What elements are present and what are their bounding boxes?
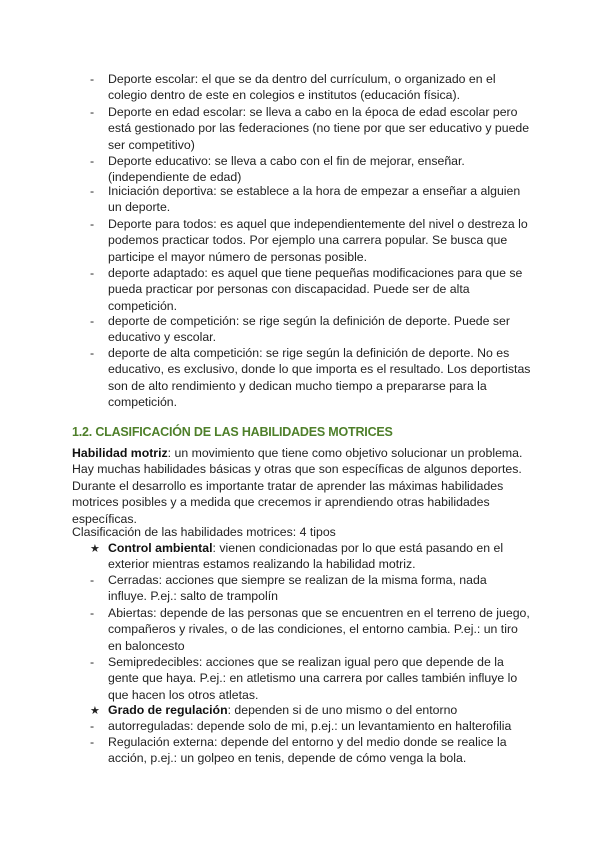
star-icon: ★: [90, 543, 100, 555]
section-heading: 1.2. CLASIFICACIÓN DE LAS HABILIDADES MOTRICES: [72, 425, 393, 439]
list-item-abiertas: Abiertas: depende de las personas que se encuentren en el terreno de juego, compañeros y rivales, o de las condiciones, el entorno cambia. P.ej.: un tiro en baloncesto: [108, 606, 530, 653]
list-marker: -: [90, 154, 95, 168]
list-marker: -: [90, 719, 95, 733]
grado-regulacion-item: [108, 702, 528, 718]
definition-term: Habilidad motriz: [72, 446, 168, 460]
classification-intro: Clasificación de las habilidades motrices: 4 tipos: [72, 525, 336, 539]
list-item-regulacion-externa: Regulación externa: depende del entorno y del medio donde se realice la acción, p.ej.: un golpeo en tenis, depende de cómo venga la bola.: [108, 735, 507, 766]
list-item-deporte-escolar: Deporte escolar: el que se da dentro del currículum, o organizado en el colegio dentro de este en colegios e institutos (educación física).: [108, 72, 496, 103]
list-marker: -: [90, 184, 95, 198]
list-item-deporte-alta-competicion: deporte de alta competición: se rige según la definición de deporte. No es educativo, es exclusivo, donde lo que importa es el resultado. Los deportistas son de alto rendimiento y dedican mucho tiempo a prepararse para la competición.: [108, 346, 531, 410]
control-ambiental-item: [108, 540, 513, 573]
list-marker: -: [90, 655, 95, 669]
list-marker: -: [90, 346, 95, 360]
list-item-autorreguladas: autorreguladas: depende solo de mi, p.ej.: un levantamiento en halterofilia: [108, 719, 512, 733]
list-item-deporte-adaptado: deporte adaptado: es aquel que tiene pequeñas modificaciones para que se pueda practicar por personas con discapacidad. Puede ser de alta competición.: [108, 266, 523, 313]
list-marker: -: [90, 735, 95, 749]
control-ambiental-text: : vienen condicionadas por lo que está pasando en el exterior mientras estamos realizando la habilidad motriz.: [108, 541, 504, 572]
list-item-iniciacion-deportiva: Iniciación deportiva: se establece a la hora de empezar a enseñar a alguien un deporte.: [108, 184, 521, 215]
list-item-deporte-edad-escolar: Deporte en edad escolar: se lleva a cabo en la época de edad escolar pero está gestionado por las federaciones (no tiene por que ser educativo y puede ser competitivo): [108, 105, 530, 152]
control-ambiental-term: Control ambiental: [108, 541, 213, 555]
grado-regulacion-text: : dependen si de uno mismo o del entorno: [227, 703, 458, 717]
list-item-deporte-competicion: deporte de competición: se rige según la definición de deporte. Puede ser educativo y escolar.: [108, 314, 510, 345]
list-item-cerradas: Cerradas: acciones que siempre se realizan de la misma forma, nada influye. P.ej.: salto de trampolín: [108, 573, 487, 604]
list-marker: -: [90, 266, 95, 280]
list-marker: -: [90, 72, 95, 86]
list-marker: -: [90, 314, 95, 328]
list-item-deporte-para-todos: Deporte para todos: es aquel que independientemente del nivel o destreza lo podemos practicar todos. Por ejemplo una carrera popular. Se busca que participe el mayor número de personas posible.: [108, 217, 528, 264]
definition-text: : un movimiento que tiene como objetivo solucionar un problema. Hay muchas habilidades básicas y otras que son específicas de algunos deportes. Durante el desarrollo es importante tratar de aprender las máximas habilidades motrices posibles y a medida que crecemos ir aprendiendo otras habilidades específicas.: [72, 446, 523, 526]
list-marker: -: [90, 105, 95, 119]
list-item-deporte-educativo: Deporte educativo: se lleva a cabo con el fin de mejorar, enseñar. (independiente de edad): [108, 154, 465, 185]
list-item-semipredecibles: Semipredecibles: acciones que se realizan igual pero que depende de la gente que haya. P.ej.: en atletismo una carrera por calles también influye lo que hacen los otros atletas.: [108, 655, 518, 702]
grado-regulacion-term: Grado de regulación: [108, 703, 228, 717]
list-marker: -: [90, 573, 95, 587]
list-marker: -: [90, 606, 95, 620]
star-icon: ★: [90, 705, 100, 717]
list-marker: -: [90, 217, 95, 231]
definition-paragraph: [72, 445, 527, 527]
